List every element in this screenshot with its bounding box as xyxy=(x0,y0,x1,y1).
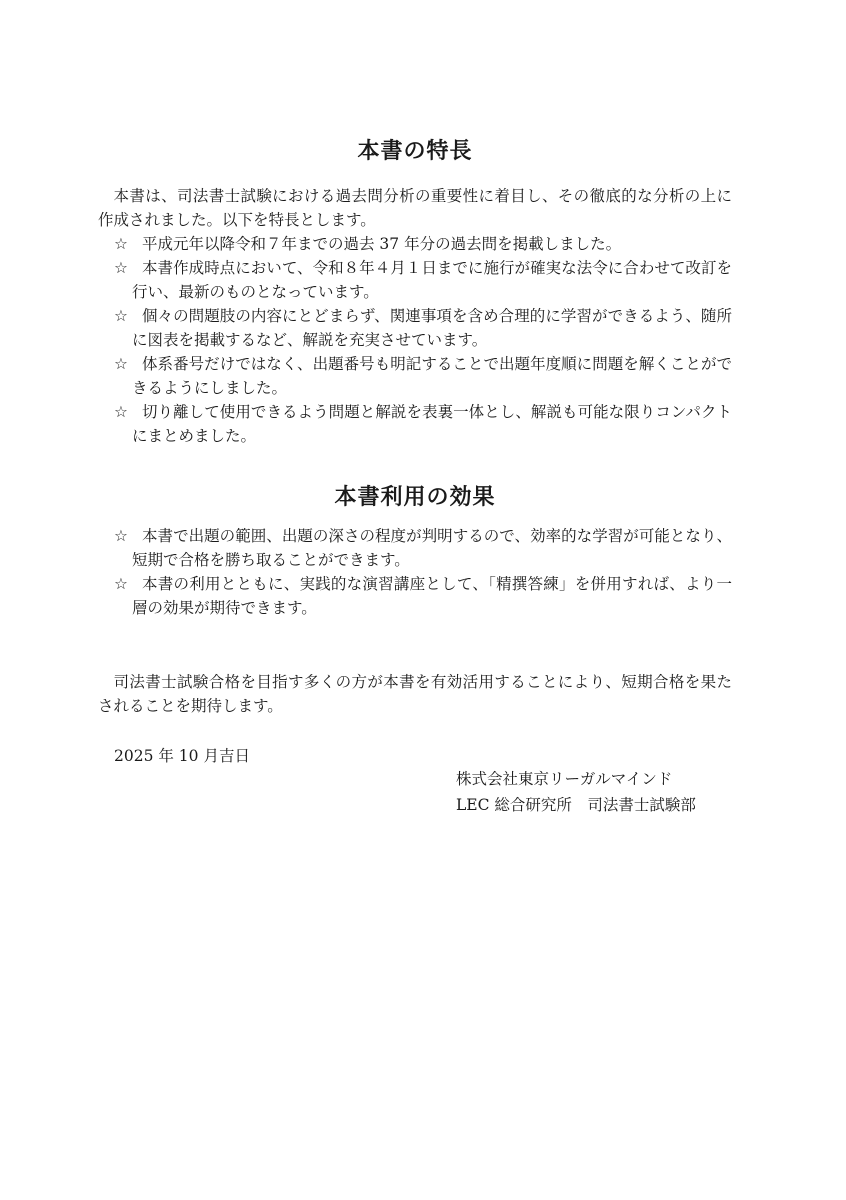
effect-item xyxy=(98,524,732,572)
effects-heading: 本書利用の効果 xyxy=(334,485,496,510)
publication-date: 2025 年 10 月吉日 xyxy=(114,747,250,765)
department-name: LEC 総合研究所 司法書士試験部 xyxy=(456,796,696,814)
company-name: 株式会社東京リーガルマインド xyxy=(456,770,673,788)
star-icon: ☆ xyxy=(114,259,128,277)
star-icon: ☆ xyxy=(114,575,128,593)
signature-block xyxy=(456,766,696,818)
feature-item xyxy=(98,400,732,448)
feature-item xyxy=(98,232,732,256)
feature-text: 本書作成時点において、令和８年４月１日までに施行が確実な法令に合わせて改訂を行い、最新のものとなっています。 xyxy=(132,259,732,301)
closing-paragraph: 司法書士試験合格を目指す多くの方が本書を有効活用することにより、短期合格を果たされることを期待します。 xyxy=(98,673,732,715)
effect-item xyxy=(98,572,732,620)
feature-item xyxy=(98,256,732,304)
star-icon: ☆ xyxy=(114,527,128,545)
intro-paragraph: 本書は、司法書士試験における過去問分析の重要性に着目し、その徹底的な分析の上に作成されました。以下を特長とします。 xyxy=(98,187,732,229)
effect-text: 本書の利用とともに、実践的な演習講座として、「精撰答練」を併用すれば、より一層の効果が期待できます。 xyxy=(132,575,732,617)
feature-text: 体系番号だけではなく、出題番号も明記することで出題年度順に問題を解くことができるようにしました。 xyxy=(132,355,732,397)
feature-item xyxy=(98,304,732,352)
star-icon: ☆ xyxy=(114,307,128,325)
effect-text: 本書で出題の範囲、出題の深さの程度が判明するので、効率的な学習が可能となり、短期で合格を勝ち取ることができます。 xyxy=(132,527,732,569)
star-icon: ☆ xyxy=(114,355,128,373)
feature-text: 個々の問題肢の内容にとどまらず、関連事項を含め合理的に学習ができるよう、随所に図表を掲載するなど、解説を充実させています。 xyxy=(132,307,732,349)
effects-list xyxy=(98,524,732,620)
features-list xyxy=(98,232,732,448)
star-icon: ☆ xyxy=(114,403,128,421)
feature-text: 切り離して使用できるよう問題と解説を表裏一体とし、解説も可能な限りコンパクトにまとめました。 xyxy=(132,403,732,445)
feature-item xyxy=(98,352,732,400)
feature-text: 平成元年以降令和７年までの過去 37 年分の過去問を掲載しました。 xyxy=(142,235,622,253)
star-icon: ☆ xyxy=(114,235,128,253)
features-heading: 本書の特長 xyxy=(357,139,473,164)
